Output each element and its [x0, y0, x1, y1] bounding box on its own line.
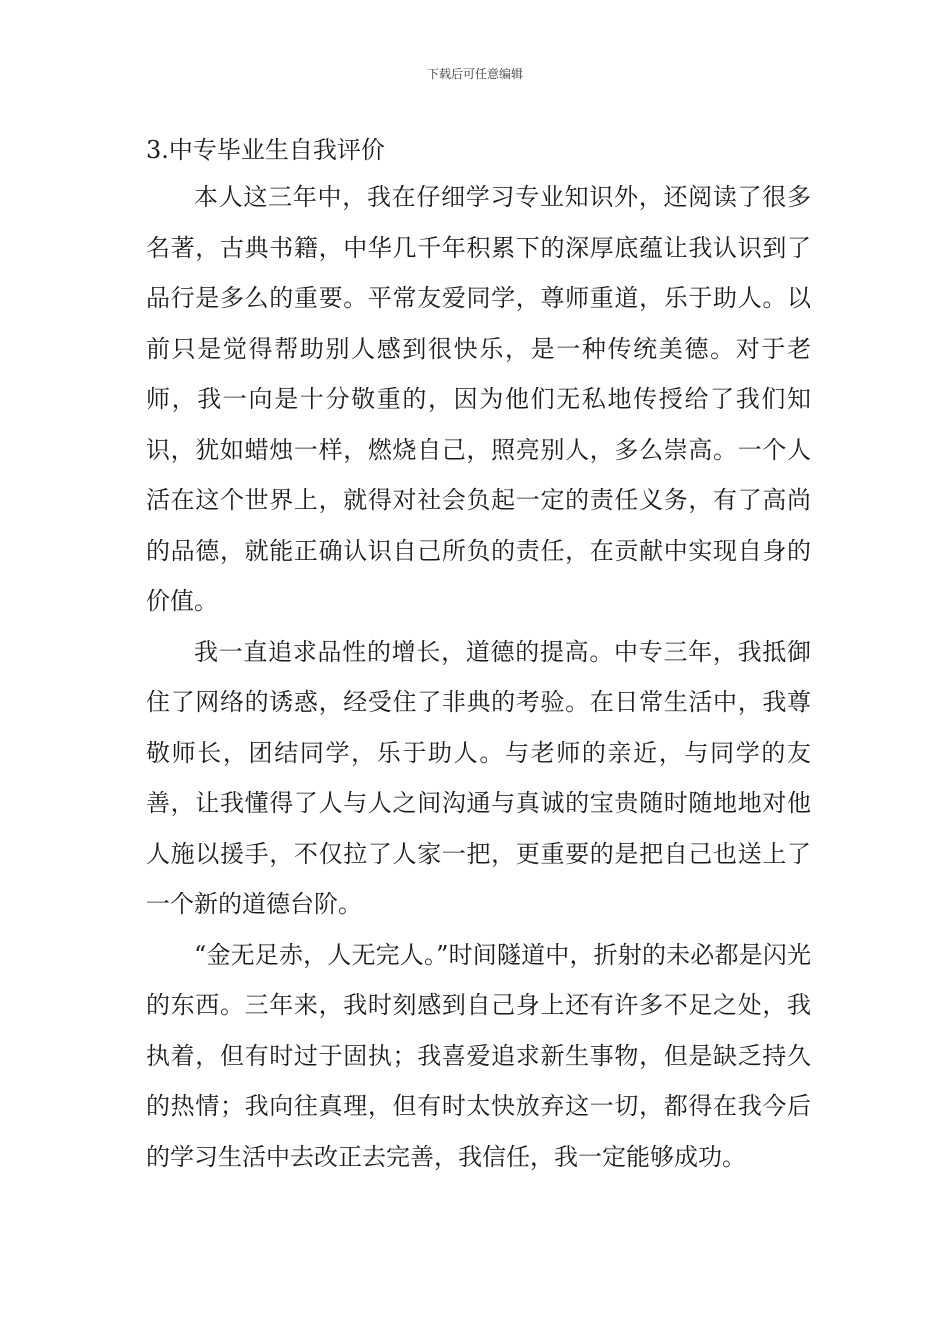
paragraph-1: 本人这三年中，我在仔细学习专业知识外，还阅读了很多名著，古典书籍，中华几千年积累下的深厚底蕴让我认识到了品行是多么的重要。平常友爱同学，尊师重道，乐于助人。以前只是觉得帮助别人感到很快乐，是一种传统美德。对于老师，我一向是十分敬重的，因为他们无私地传授给了我们知识，犹如蜡烛一样，燃烧自己，照亮别人，多么崇高。一个人活在这个世界上，就得对社会负起一定的责任义务，有了高尚的品德，就能正确认识自己所负的责任，在贡献中实现自身的价值。 — [146, 183, 811, 615]
document-body — [146, 130, 811, 1182]
paragraph-3: “金无足赤，人无完人。”时间隧道中，折射的未必都是闪光的东西。三年来，我时刻感到自己身上还有许多不足之处，我执着，但有时过于固执；我喜爱追求新生事物，但是缺乏持久的热情；我向往真理，但有时太快放弃这一切，都得在我今后的学习生活中去改正去完善，我信任，我一定能够成功。 — [146, 940, 811, 1171]
document-title: 3.中专毕业生自我评价 — [146, 136, 385, 164]
page-header: 下载后可任意编辑 — [426, 67, 523, 81]
paragraph-2: 我一直追求品性的增长，道德的提高。中专三年，我抵御住了网络的诱惑，经受住了非典的考验。在日常生活中，我尊敬师长，团结同学，乐于助人。与老师的亲近，与同学的友善，让我懂得了人与人之间沟通与真诚的宝贵随时随地地对他人施以援手，不仅拉了人家一把，更重要的是把自己也送上了一个新的道德台阶。 — [146, 637, 811, 918]
